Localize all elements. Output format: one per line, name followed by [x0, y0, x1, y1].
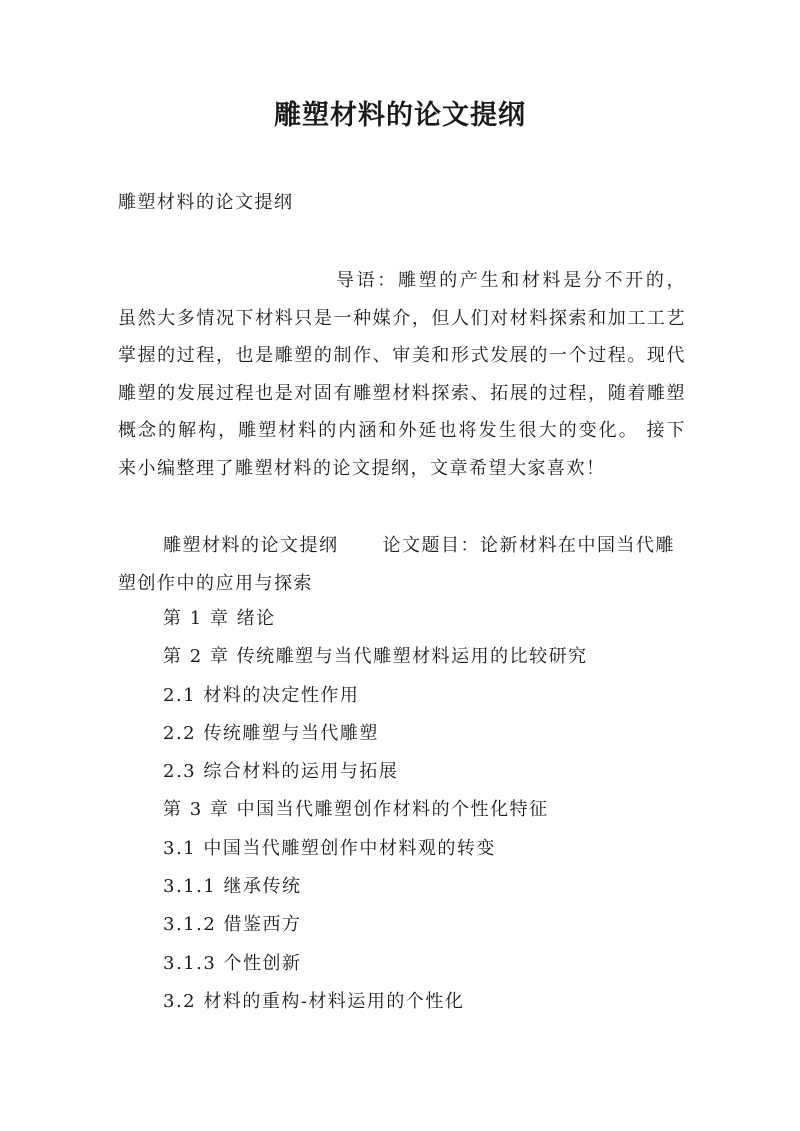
thesis-heading-paragraph [118, 527, 686, 602]
outline-item: 3.1.2 借鉴西方 [163, 914, 302, 936]
intro-paragraph: 导语：雕塑的产生和材料是分不开的，虽然大多情况下材料只是一种媒介，但人们对材料探索和加工工艺掌握的过程，也是雕塑的制作、审美和形式发展的一个过程。现代雕塑的发展过程也是对固有雕塑材料探索、拓展的过程，随着雕塑概念的解构，雕塑材料的内涵和外延也将发生很大的变化。 接下来小编整理了雕塑材料的论文提纲，文章希望大家喜欢！ [118, 270, 686, 479]
outline-item: 2.3 综合材料的运用与拓展 [163, 761, 399, 783]
outline-item: 2.1 材料的决定性作用 [163, 684, 360, 706]
thesis-topic: 论文题目：论新材料在中国当代雕塑创作中的应用与探索 [118, 535, 675, 594]
outline-item: 3.1.1 继承传统 [163, 876, 302, 898]
outline-item: 第 3 章 中国当代雕塑创作材料的个性化特征 [163, 799, 549, 821]
outline-item: 第 1 章 绪论 [163, 608, 276, 629]
outline-item: 第 2 章 传统雕塑与当代雕塑材料运用的比较研究 [163, 646, 588, 668]
outline-item: 3.1.3 个性创新 [163, 952, 302, 974]
document-subtitle: 雕塑材料的论文提纲 [118, 192, 294, 213]
heading-label: 雕塑材料的论文提纲 [163, 535, 339, 556]
outline-list [163, 600, 588, 1021]
document-title: 雕塑材料的论文提纲 [274, 100, 526, 131]
outline-item: 2.2 传统雕塑与当代雕塑 [163, 722, 379, 744]
outline-item: 3.1 中国当代雕塑创作中材料观的转变 [163, 837, 496, 859]
outline-item: 3.2 材料的重构-材料运用的个性化 [163, 990, 465, 1012]
